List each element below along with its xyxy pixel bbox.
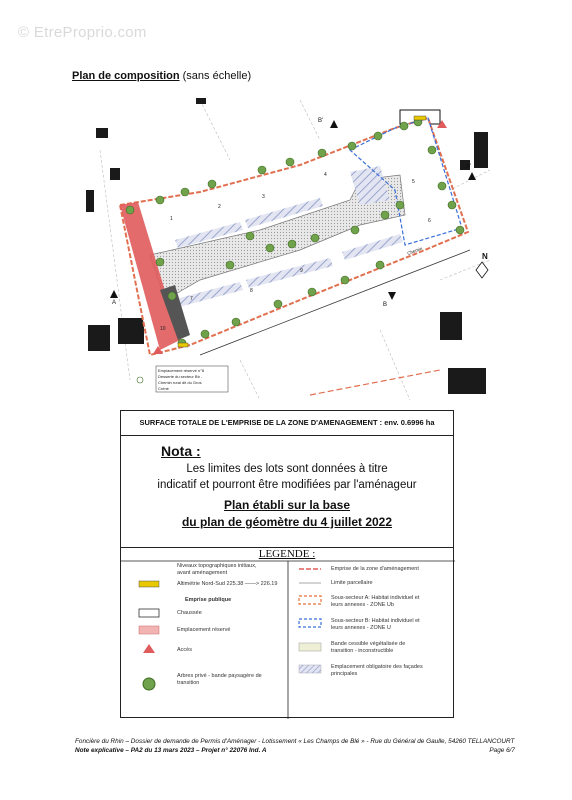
page-title [72,70,251,82]
legend-emprise-publique: Emprise publique [185,597,232,603]
footer-line-2: Note explicative – PA2 du 13 mars 2023 – Projet n° 22076 Ind. A Page 6/7 [75,747,515,754]
legend-bande: Bande cessible végétalisée de transition - inconstructible [331,641,406,654]
legend-altimetrie: Altimétrie Nord-Sud 225.38 ——> 226.19 [177,581,278,587]
page-number: Page 6/7 [489,747,515,754]
legend-acces: Accès [177,647,192,653]
nota-heading: Nota : [161,443,201,459]
legend-emplacement: Emplacement réservé [177,627,231,633]
annotation-line: Chemin rural dit du Gros [158,380,202,385]
plan-base-line-1: Plan établi sur la base [223,498,351,512]
section-label: B' [318,118,324,124]
legend-frame [120,410,454,718]
legend-emprise-zone: Emprise de la zone d'aménagement [331,566,419,572]
road-label: Chemin [406,245,423,256]
legend-arbres: Arbres privé - bande paysagère de transition [177,673,262,686]
legend-title: LEGENDE : [258,548,316,560]
nota-line-1: Les limites des lots sont données à titre [186,463,388,475]
lot-number: 6 [428,218,431,224]
legend-chaussee: Chaussée [177,610,202,616]
legend-sous-b: Sous-secteur B: Habitat individuel et leurs annexes - ZONE U [331,618,420,631]
section-label: A [112,300,117,306]
lot-number: 10 [160,326,166,332]
page-footer [75,737,515,755]
surface-total: SURFACE TOTALE DE L'EMPRISE DE LA ZONE D'AMENAGEMENT : env. 0.6996 ha [121,411,453,436]
watermark: © EtreProprio.com [18,24,147,41]
lot-number: 7 [190,296,193,302]
section-label: A' [466,164,472,170]
plan-base-line-2: du plan de géomètre du 4 juillet 2022 [181,515,393,529]
footer-line-1: Foncière du Rhin – Dossier de demande de Permis d'Aménager - Lotissement « Les Champs de Blé » - Rue du Général de Gaulle, 54260 TELLANCOURT [75,738,515,745]
lot-number: 5 [412,179,415,185]
lot-number: 2 [218,204,221,210]
lot-number: 9 [300,268,303,274]
lot-number: 3 [262,194,265,200]
section-label: B [383,302,388,308]
nota-line-2: indicatif et pourront être modifiées par l'aménageur [157,479,417,491]
annotation-line: Créné [158,386,169,391]
plan-subtitle: (sans échelle) [182,70,252,82]
site-plan [0,90,572,410]
legend-limite: Limite parcellaire [331,580,373,586]
north-label: N [482,252,488,261]
lot-number: 8 [250,288,253,294]
lot-number: 4 [324,172,327,178]
plan-title: Plan de composition [72,70,180,82]
annotation-line: Emplacement réservé n°8 [158,368,205,373]
annotation-line: Desserte du secteur Bb - [158,374,203,379]
legend-sous-a: Sous-secteur A: Habitat individuel et leurs annexes - ZONE Ub [331,595,420,608]
legend-niveaux: Niveaux topographiques initiaux, avant aménagement [177,563,257,576]
legend-facades: Emplacement obligatoire des façades principales [331,664,423,677]
lot-number: 1 [170,216,173,222]
